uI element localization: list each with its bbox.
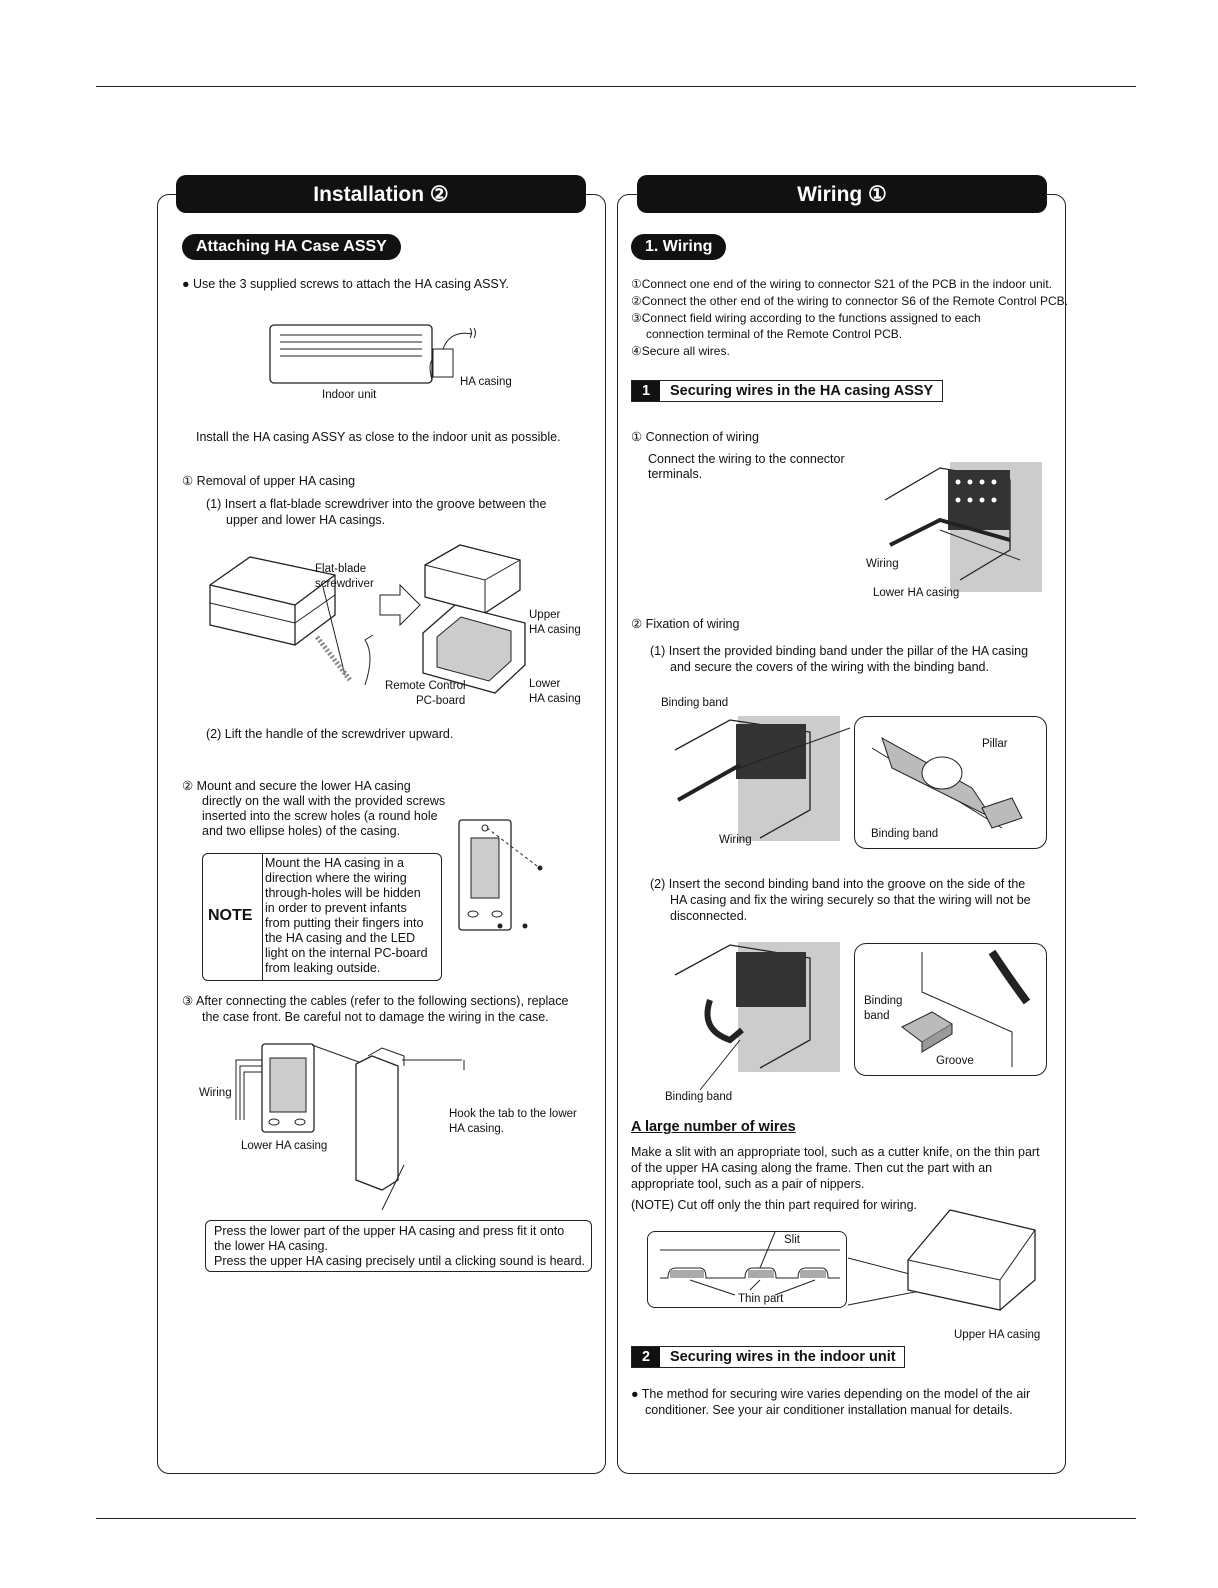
lower-label-2: HA casing: [529, 693, 581, 705]
thin-part-label: Thin part: [738, 1293, 784, 1305]
step1-sub1-line2: upper and lower HA casings.: [226, 513, 386, 527]
indoor-unit-figure: [260, 320, 520, 405]
note-line-7: light on the internal PC-board: [265, 946, 428, 960]
note-line-3: through-holes will be hidden: [265, 886, 421, 900]
wiring-step-1: ①Connect one end of the wiring to connector S21 of the PCB in the indoor unit.: [631, 277, 1053, 291]
fix2-line1: (2) Insert the second binding band into the groove on the side of the: [650, 877, 1026, 891]
press-line-1: Press the lower part of the upper HA casing and press fit it onto: [214, 1224, 565, 1238]
step2-line-1: ② Mount and secure the lower HA casing: [182, 779, 411, 793]
note-label: NOTE: [208, 907, 253, 924]
section1-title: Securing wires in the HA casing ASSY: [670, 383, 934, 399]
step3-line1: ③ After connecting the cables (refer to the following sections), replace: [182, 994, 569, 1008]
upper-label-2: HA casing: [529, 624, 581, 636]
note-line-1: Mount the HA casing in a: [265, 856, 404, 870]
wiring-title: Wiring ①: [637, 175, 1047, 213]
groove-label: Groove: [936, 1055, 974, 1067]
replace-case-figure: [232, 1040, 482, 1200]
binding-band-bottom-label: Binding band: [665, 1091, 733, 1103]
fix1-line1: (1) Insert the provided binding band under the pillar of the HA casing: [650, 644, 1029, 658]
rc-label-2: PC-board: [416, 695, 466, 707]
bottom-rule: [96, 1518, 1136, 1519]
section2-number: 2: [632, 1347, 660, 1367]
final-line-1: ● The method for securing wire varies depending on the model of the air: [631, 1387, 1031, 1401]
upper-label-1: Upper: [529, 609, 561, 621]
note-line-5: from putting their fingers into: [265, 916, 424, 930]
lower-label-1: Lower: [529, 678, 561, 690]
rc-label-1: Remote Control: [385, 680, 466, 692]
note-line-2: direction where the wiring: [265, 871, 407, 885]
top-rule: [96, 86, 1136, 87]
installation-title: Installation ②: [176, 175, 586, 213]
step2-line-2: directly on the wall with the provided screws: [202, 794, 446, 808]
section2-bar: [631, 1346, 905, 1368]
section1-bar: [631, 380, 943, 402]
fixation1-figure: [670, 710, 845, 845]
hook-label-1: Hook the tab to the lower: [449, 1108, 577, 1120]
note-divider: [262, 853, 263, 981]
wiring-step-4: ④Secure all wires.: [631, 344, 730, 358]
wiring-step-2: ②Connect the other end of the wiring to connector S6 of the Remote Control PCB.: [631, 294, 1068, 308]
step1-title: ① Removal of upper HA casing: [182, 474, 356, 488]
attaching-subtitle: Attaching HA Case ASSY: [182, 234, 401, 260]
fix2-line3: disconnected.: [670, 909, 748, 923]
wiring-step-3: ③Connect field wiring according to the functions assigned to each: [631, 311, 981, 325]
wall-mount-figure: [455, 816, 555, 936]
fix2-line2: HA casing and fix the wiring securely so that the wiring will not be: [670, 893, 1031, 907]
large-line-3: appropriate tool, such as a pair of nippers.: [631, 1177, 865, 1191]
large-line-1: Make a slit with an appropriate tool, such as a cutter knife, on the thin part: [631, 1145, 1040, 1159]
install-note: Install the HA casing ASSY as close to the indoor unit as possible.: [196, 430, 561, 444]
large-line-2: of the upper HA casing along the frame. Then cut the part with an: [631, 1161, 993, 1175]
fix1-wiring-label: Wiring: [719, 834, 752, 846]
connection-line-2: terminals.: [648, 467, 703, 481]
wiring-label-left: Wiring: [199, 1087, 232, 1099]
flat-blade-label-1: Flat-blade: [315, 563, 367, 575]
step2-line-3: inserted into the screw holes (a round hole: [202, 809, 438, 823]
flat-blade-label-2: screwdriver: [315, 578, 374, 590]
connection-line-1: Connect the wiring to the connector: [648, 452, 845, 466]
indoor-unit-label: Indoor unit: [322, 389, 377, 401]
final-line-2: conditioner. See your air conditioner installation manual for details.: [645, 1403, 1013, 1417]
section2-title: Securing wires in the indoor unit: [670, 1349, 896, 1365]
step3-line2: the case front. Be careful not to damage the wiring in the case.: [202, 1010, 549, 1024]
wiring-step-3b: connection terminal of the Remote Control PCB.: [646, 327, 903, 341]
wiring-subtitle: 1. Wiring: [631, 234, 726, 260]
large-note: (NOTE) Cut off only the thin part required for wiring.: [631, 1198, 917, 1212]
step2-line-4: and two ellipse holes) of the casing.: [202, 824, 401, 838]
step1-sub1-line1: (1) Insert a flat-blade screwdriver into the groove between the: [206, 497, 547, 511]
upper-ha-casing-label: Upper HA casing: [954, 1329, 1041, 1341]
intro-text: ● Use the 3 supplied screws to attach the HA casing ASSY.: [182, 277, 509, 291]
lower-ha-casing-label: Lower HA casing: [241, 1140, 328, 1152]
press-line-3: Press the upper HA casing precisely until a clicking sound is heard.: [214, 1254, 586, 1268]
fix1-line2: and secure the covers of the wiring with the binding band.: [670, 660, 989, 674]
note-line-8: from leaking outside.: [265, 961, 381, 975]
ha-casing-label: HA casing: [460, 376, 512, 388]
press-line-2: the lower HA casing.: [214, 1239, 328, 1253]
hook-label-2: HA casing.: [449, 1123, 504, 1135]
note-line-4: in order to prevent infants: [265, 901, 407, 915]
fixation2-figure: [670, 940, 845, 1080]
binding-label-2: band: [864, 1010, 890, 1022]
fixation-title: ② Fixation of wiring: [631, 617, 740, 631]
connection-figure: [880, 460, 1045, 595]
connection-wiring-label: Wiring: [866, 558, 899, 570]
pillar-label: Pillar: [982, 738, 1008, 750]
slit-figure: [650, 1210, 1045, 1320]
pillar-detail-figure: [862, 728, 1037, 843]
step1-sub2: (2) Lift the handle of the screwdriver upward.: [206, 727, 454, 741]
binding-band-top-label: Binding band: [661, 697, 729, 709]
binding-label-1: Binding: [864, 995, 903, 1007]
note-line-6: the HA casing and the LED: [265, 931, 416, 945]
binding-band-right-label: Binding band: [871, 828, 939, 840]
connection-title: ① Connection of wiring: [631, 430, 759, 444]
section1-number: 1: [632, 381, 660, 401]
slit-label: Slit: [784, 1234, 800, 1246]
connection-lower-label: Lower HA casing: [873, 587, 960, 599]
large-number-title: A large number of wires: [631, 1119, 796, 1135]
